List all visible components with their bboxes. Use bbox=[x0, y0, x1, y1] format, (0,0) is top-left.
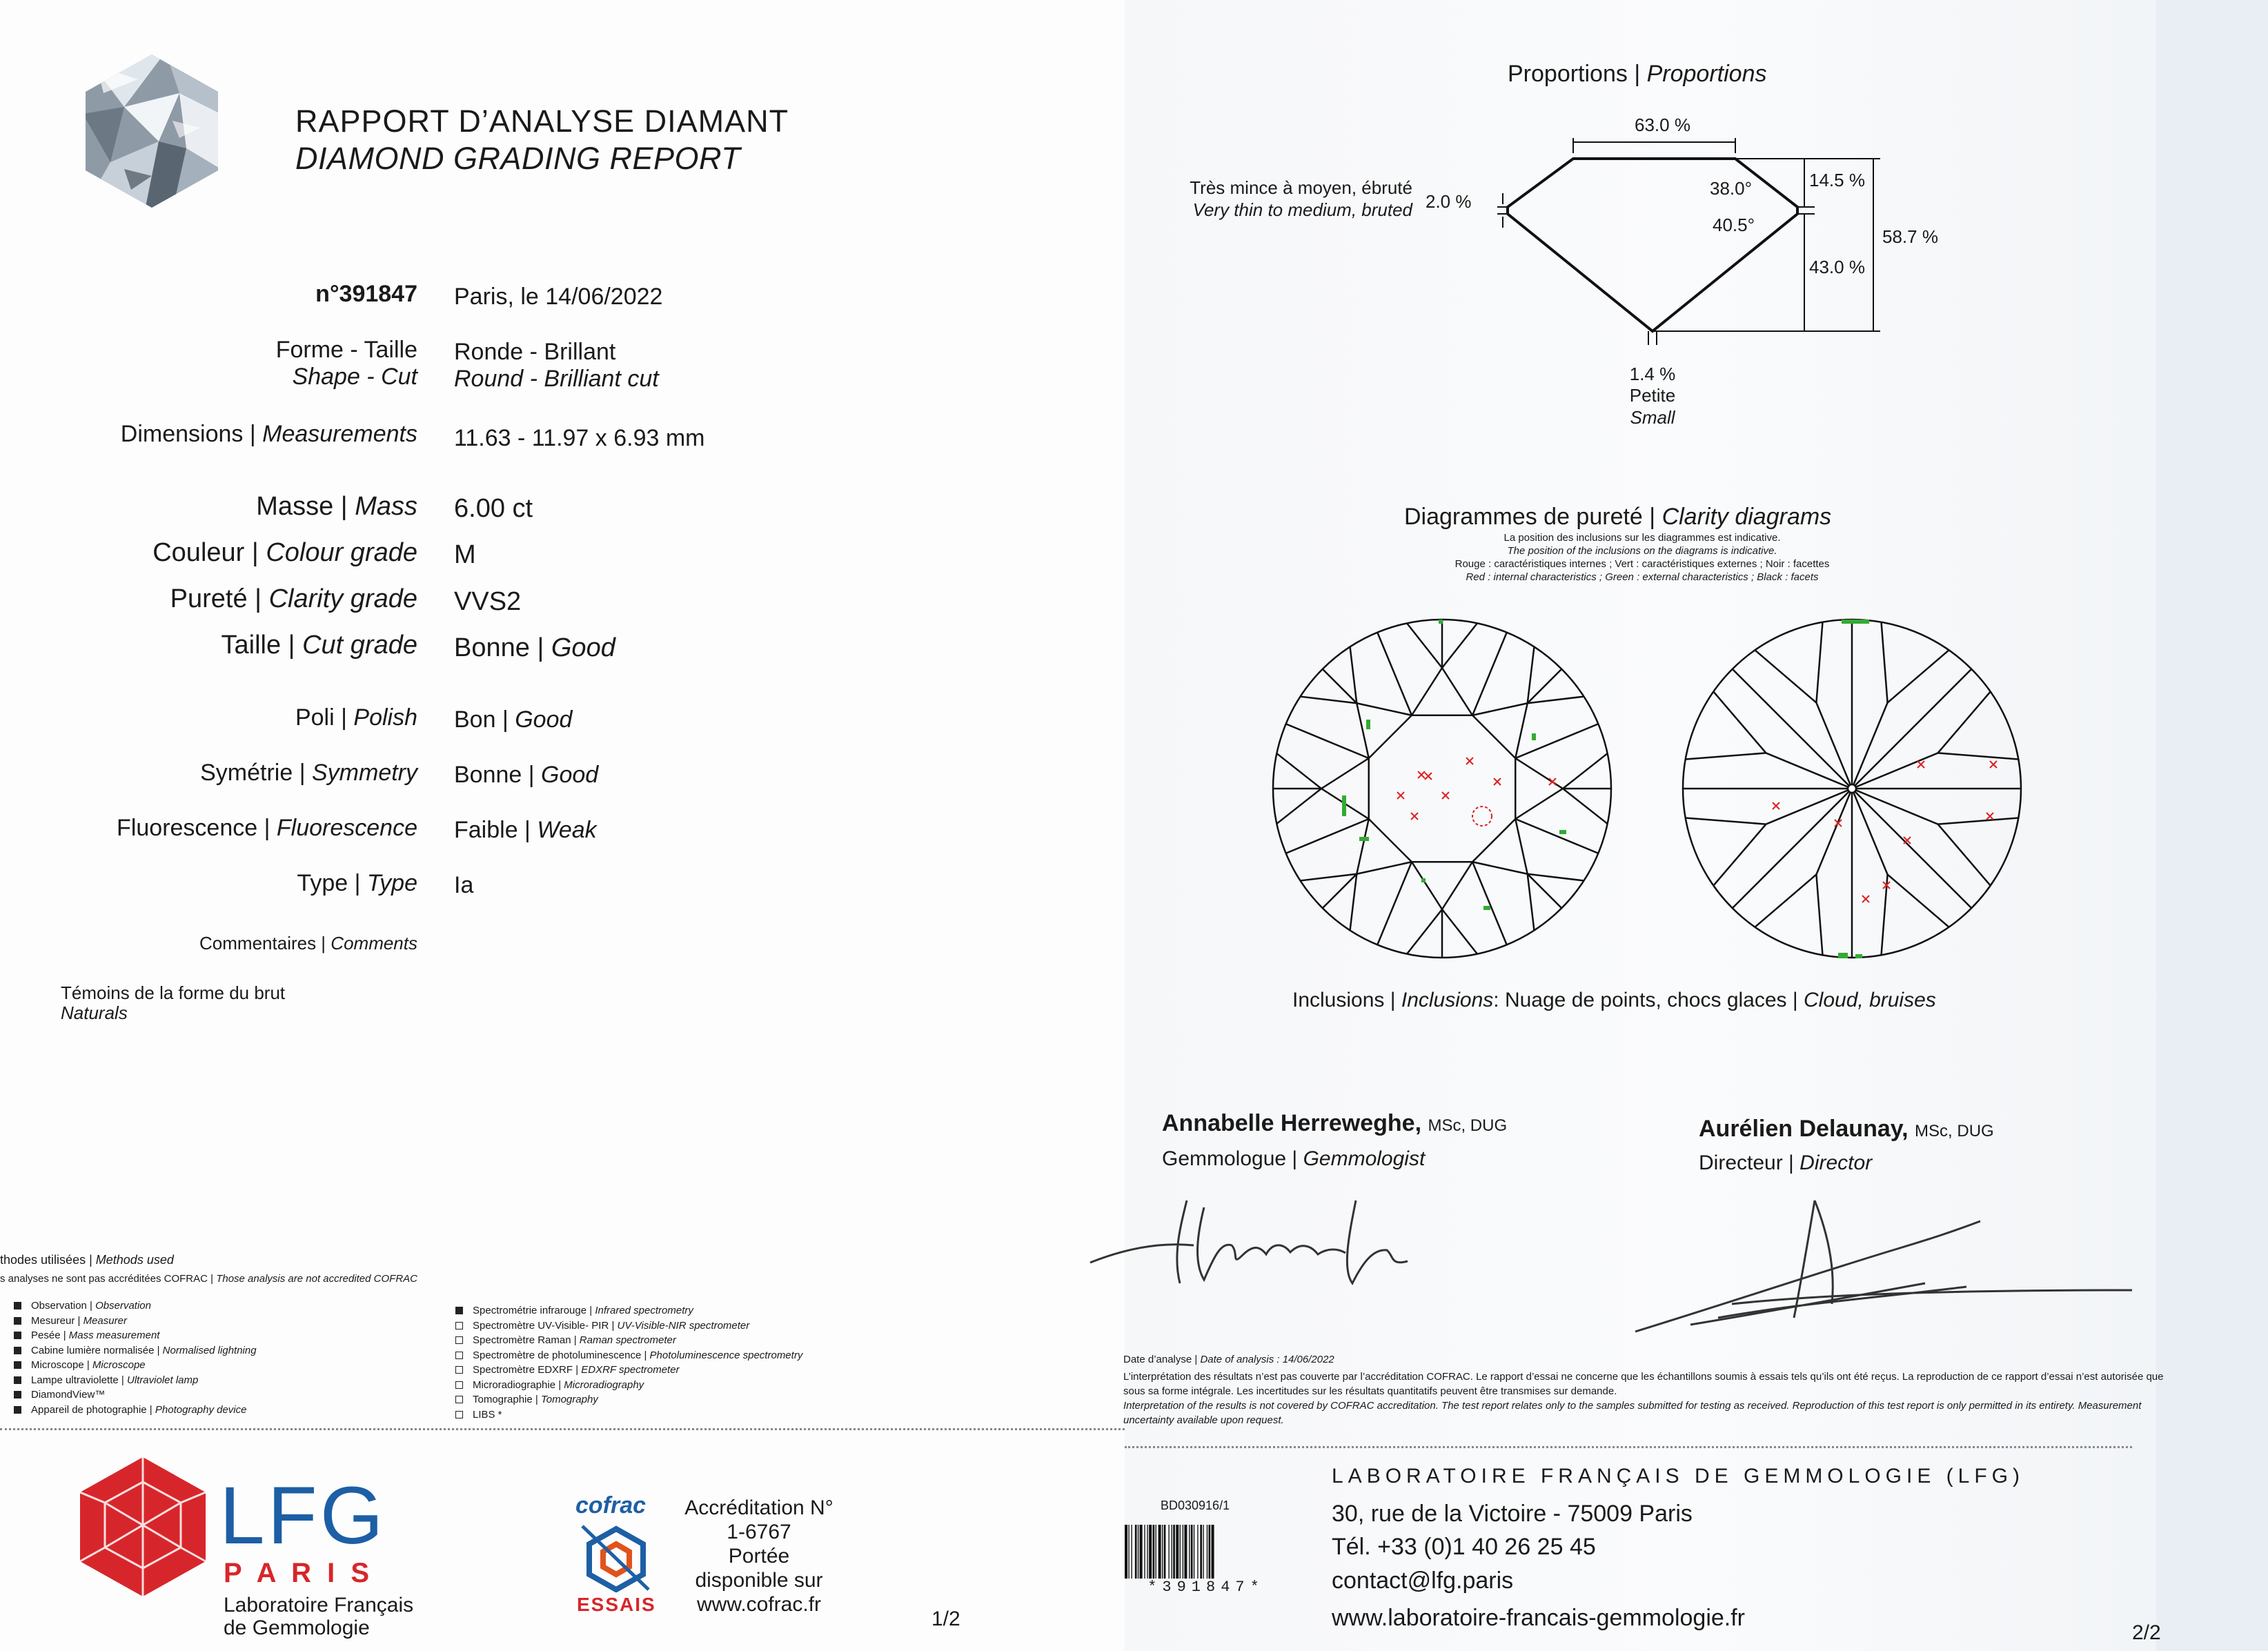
facet-line bbox=[1442, 862, 1472, 909]
crown-height: 14.5 % bbox=[1809, 170, 1865, 190]
facet-line bbox=[1323, 874, 1357, 908]
colour-label: Couleur | Colour grade bbox=[152, 538, 417, 567]
comments-label: Commentaires | Comments bbox=[199, 933, 417, 953]
barcode-bar bbox=[1180, 1525, 1181, 1579]
lab-website[interactable]: www.laboratoire-francais-gemmologie.fr bbox=[1332, 1605, 1746, 1631]
facet-line bbox=[1515, 703, 1527, 758]
facet-line bbox=[1442, 668, 1472, 715]
method-item: Spectromètre UV-Visible- PIR | UV-Visible-NIR spectrometer bbox=[455, 1320, 749, 1332]
dimensions-value: 11.63 - 11.97 x 6.93 mm bbox=[454, 425, 705, 451]
faceted-diamond-hexagon-icon bbox=[83, 52, 221, 210]
signatory-2-role: Directeur | Director bbox=[1699, 1151, 1873, 1174]
barcode-bar bbox=[1191, 1525, 1193, 1579]
table-pct: 63.0 % bbox=[1635, 115, 1690, 135]
facet-line bbox=[1888, 874, 1949, 927]
facet-line bbox=[1528, 874, 1561, 908]
culet-fr: Petite bbox=[1629, 385, 1676, 406]
facet-line bbox=[1937, 691, 1990, 753]
facet-line bbox=[1369, 819, 1412, 862]
polish-label: Poli | Polish bbox=[295, 704, 417, 731]
external-mark bbox=[1838, 953, 1848, 958]
lab-address: 30, rue de la Victoire - 75009 Paris bbox=[1332, 1501, 1693, 1527]
symmetry-label: Symétrie | Symmetry bbox=[200, 760, 417, 786]
facet-line bbox=[1377, 633, 1412, 715]
facet-line bbox=[1755, 874, 1816, 927]
clarity-note-4: Red : internal characteristics ; Green : external characteristics ; Black : facets bbox=[1466, 571, 1819, 583]
facet-line bbox=[1472, 633, 1507, 715]
facet-line bbox=[1882, 622, 1888, 703]
barcode-bar bbox=[1173, 1525, 1175, 1579]
facet-line bbox=[1472, 862, 1507, 945]
clarity-value: VVS2 bbox=[454, 587, 522, 616]
clarity-note-3: Rouge : caractéristiques internes ; Vert : caractéristiques externes ; Noir : facettes bbox=[1455, 558, 1830, 570]
barcode-bar bbox=[1128, 1525, 1129, 1579]
analysis-date: Date d’analyse | Date of analysis : 14/06/2022 bbox=[1123, 1354, 1334, 1365]
clarity-note-2: The position of the inclusions on the diagrams is indicative. bbox=[1507, 545, 1777, 557]
external-mark bbox=[1342, 795, 1346, 816]
crown-angle: 38.0° bbox=[1710, 178, 1753, 199]
unchecked-box-icon bbox=[455, 1336, 463, 1344]
barcode-bar bbox=[1168, 1525, 1169, 1579]
unchecked-box-icon bbox=[455, 1366, 463, 1374]
method-item: Cabine lumière normalisée | Normalised lightning bbox=[14, 1345, 257, 1356]
facet-line bbox=[1937, 824, 1990, 886]
external-mark bbox=[1532, 733, 1536, 740]
facet-line bbox=[1301, 697, 1357, 704]
facet-line bbox=[1377, 862, 1412, 945]
facet-line bbox=[1733, 669, 1852, 789]
facet-line bbox=[1442, 909, 1477, 954]
method-item: DiamondView™ bbox=[14, 1389, 105, 1401]
facet-line bbox=[1528, 669, 1561, 703]
signature-1 bbox=[1083, 1180, 1428, 1290]
facet-line bbox=[1350, 874, 1357, 931]
symmetry-value: Bonne | Good bbox=[454, 762, 599, 788]
type-label: Type | Type bbox=[297, 870, 417, 896]
facet-line bbox=[1755, 650, 1816, 702]
barcode-bar bbox=[1131, 1525, 1132, 1579]
proportions-title: Proportions | Proportions bbox=[1508, 61, 1767, 87]
methods-title: thodes utilisées | Methods used bbox=[0, 1253, 174, 1267]
report-place-date: Paris, le 14/06/2022 bbox=[454, 284, 663, 310]
fluorescence-label: Fluorescence | Fluorescence bbox=[117, 815, 417, 841]
report-title-fr: RAPPORT D’ANALYSE DIAMANT bbox=[295, 103, 789, 139]
barcode-bar bbox=[1209, 1525, 1211, 1579]
dimensions-label: Dimensions | Measurements bbox=[120, 421, 417, 447]
facet-line bbox=[1407, 909, 1442, 954]
barcode-bar bbox=[1197, 1525, 1198, 1579]
external-mark bbox=[1359, 837, 1369, 841]
method-item: Microradiographie | Microradiography bbox=[455, 1379, 644, 1391]
mass-value: 6.00 ct bbox=[454, 494, 533, 523]
method-item: Mesureur | Measurer bbox=[14, 1315, 127, 1327]
facet-line bbox=[1563, 789, 1608, 824]
facet-line bbox=[1528, 647, 1535, 704]
facet-line bbox=[1733, 789, 1852, 908]
facet-line bbox=[1357, 703, 1412, 715]
facet-line bbox=[1350, 647, 1357, 704]
facet-line bbox=[1852, 669, 1971, 789]
barcode-text: *391847* bbox=[1147, 1579, 1265, 1596]
facet-line bbox=[1357, 862, 1412, 873]
barcode-bar bbox=[1200, 1525, 1202, 1579]
culet-pct: 1.4 % bbox=[1629, 364, 1676, 384]
barcode-bar bbox=[1212, 1525, 1214, 1579]
facet-line bbox=[1357, 819, 1368, 874]
barcode-bar bbox=[1144, 1525, 1145, 1579]
barcode-bar bbox=[1184, 1525, 1187, 1579]
method-item: Spectromètre Raman | Raman spectrometer bbox=[455, 1334, 676, 1346]
barcode-bar bbox=[1153, 1525, 1155, 1579]
checked-box-icon bbox=[14, 1317, 21, 1325]
facet-line bbox=[1407, 623, 1442, 668]
external-mark bbox=[1855, 954, 1862, 958]
total-depth: 58.7 % bbox=[1882, 226, 1938, 247]
facet-line bbox=[1412, 668, 1442, 715]
type-value: Ia bbox=[454, 872, 474, 898]
barcode-bar bbox=[1162, 1525, 1163, 1579]
lfg-logo-text: LFG bbox=[219, 1470, 386, 1561]
checked-box-icon bbox=[14, 1361, 21, 1369]
lfg-logo-icon bbox=[77, 1454, 208, 1599]
facet-line bbox=[1816, 874, 1822, 955]
facet-line bbox=[1528, 697, 1584, 704]
method-item: Observation | Observation bbox=[14, 1300, 151, 1312]
lab-email[interactable]: contact@lfg.paris bbox=[1332, 1568, 1514, 1594]
method-item: Spectromètre de photoluminescence | Photoluminescence spectrometry bbox=[455, 1350, 802, 1361]
facet-line bbox=[1286, 819, 1369, 853]
facet-line bbox=[1852, 789, 1971, 908]
external-mark bbox=[1421, 878, 1426, 882]
comments-fr: Témoins de la forme du brut bbox=[61, 982, 286, 1003]
page-number-1: 1/2 bbox=[931, 1608, 960, 1630]
mass-label: Masse | Mass bbox=[256, 492, 417, 521]
shape-label-en: Shape - Cut bbox=[292, 364, 417, 390]
cofrac-essais-text: ESSAIS bbox=[577, 1594, 656, 1615]
method-item: Appareil de photographie | Photography device bbox=[14, 1404, 246, 1416]
report-number: n°391847 bbox=[315, 281, 417, 307]
page-edge bbox=[2156, 0, 2268, 1651]
facet-line bbox=[1515, 789, 1563, 819]
divider-dotted bbox=[0, 1428, 1125, 1430]
facet-line bbox=[1528, 874, 1535, 931]
girdle-en: Very thin to medium, bruted bbox=[1192, 199, 1412, 220]
facet-line bbox=[1888, 650, 1949, 702]
page-number-2: 2/2 bbox=[2132, 1621, 2161, 1644]
unchecked-box-icon bbox=[455, 1411, 463, 1418]
signatory-1-name: Annabelle Herreweghe, MSc, DUG bbox=[1162, 1110, 1508, 1136]
barcode-bar bbox=[1176, 1525, 1179, 1579]
method-item: Lampe ultraviolette | Ultraviolet lamp bbox=[14, 1374, 198, 1386]
inclusion-cloud-mark bbox=[1472, 807, 1492, 826]
methods-note: s analyses ne sont pas accréditées COFRAC | Those analysis are not accredited COFRAC bbox=[0, 1273, 417, 1285]
culet-en: Small bbox=[1630, 407, 1675, 428]
method-item: Tomographie | Tomography bbox=[455, 1394, 598, 1405]
checked-box-icon bbox=[14, 1406, 21, 1414]
girdle-pct: 2.0 % bbox=[1426, 191, 1472, 212]
facet-line bbox=[1937, 753, 2018, 759]
barcode-bar bbox=[1164, 1525, 1166, 1579]
facet-line bbox=[1323, 669, 1357, 703]
barcode-bar bbox=[1158, 1525, 1161, 1579]
external-mark bbox=[1483, 906, 1490, 910]
facet-line bbox=[1301, 874, 1357, 881]
facet-line bbox=[1472, 703, 1528, 715]
shape-value-fr: Ronde - Brillant bbox=[454, 339, 616, 365]
facet-line bbox=[1369, 715, 1412, 758]
barcode-bar bbox=[1149, 1525, 1152, 1579]
signature-2 bbox=[1621, 1194, 2146, 1345]
method-item: Pesée | Mass measurement bbox=[14, 1329, 159, 1341]
cofrac-logo-text: cofrac bbox=[575, 1492, 647, 1519]
signatory-1-role: Gemmologue | Gemmologist bbox=[1162, 1147, 1426, 1170]
checked-box-icon bbox=[14, 1302, 21, 1309]
lfg-paris-text: P A R I S bbox=[224, 1558, 374, 1588]
clarity-diagram-crown bbox=[1270, 616, 1615, 961]
barcode-bar bbox=[1135, 1525, 1137, 1579]
disclaimer-text: L’interprétation des résultats n’est pas couverte par l’accréditation COFRAC. Le rapport d’essai ne concerne que les échantillons soumis à essais tels qu’ils ont été reçus. La reproduction de ce rapport d’essai n’est autorisée que sous sa forme intégrale. Les incertitudes sur les résultats quantitatifs peuvent être transmises sur demande. Interpretation of the results is not covered by COFRAC accreditation. The test report relates only to the samples submitted for testing as received. Reproduction of this test report is only permitted in its entirety. Measurement uncertainty available upon request. bbox=[1123, 1371, 2164, 1426]
facet-line bbox=[1276, 789, 1321, 824]
barcode-bar bbox=[1140, 1525, 1143, 1579]
facet-line bbox=[1713, 691, 1766, 753]
shape-value-en: Round - Brilliant cut bbox=[454, 366, 659, 392]
facet-line bbox=[1276, 753, 1321, 789]
facet-line bbox=[1937, 818, 2018, 824]
cut-value: Bonne | Good bbox=[454, 633, 615, 662]
barcode bbox=[1123, 1525, 1289, 1580]
unchecked-box-icon bbox=[455, 1396, 463, 1403]
facet-line bbox=[1686, 753, 1766, 759]
culet-mark bbox=[1848, 784, 1856, 793]
lab-name-line1: Laboratoire Français bbox=[224, 1594, 414, 1617]
cofrac-hexagon-icon bbox=[580, 1523, 653, 1592]
checked-box-icon bbox=[14, 1332, 21, 1339]
unchecked-box-icon bbox=[455, 1322, 463, 1329]
clarity-note-1: La position des inclusions sur les diagrammes est indicative. bbox=[1503, 532, 1781, 544]
barcode-bar bbox=[1125, 1525, 1127, 1579]
clarity-title: Diagrammes de pureté | Clarity diagrams bbox=[1404, 504, 1832, 530]
unchecked-box-icon bbox=[455, 1381, 463, 1389]
lab-name-line2: de Gemmologie bbox=[224, 1617, 370, 1639]
lab-phone: Tél. +33 (0)1 40 26 25 45 bbox=[1332, 1534, 1596, 1560]
method-item: Spectrométrie infrarouge | Infrared spectrometry bbox=[455, 1305, 693, 1316]
girdle-fr: Très mince à moyen, ébruté bbox=[1190, 177, 1412, 198]
checked-box-icon bbox=[14, 1391, 21, 1398]
facet-line bbox=[1563, 753, 1608, 789]
facet-line bbox=[1357, 703, 1368, 758]
facet-line bbox=[1286, 724, 1369, 758]
fluorescence-value: Faible | Weak bbox=[454, 817, 597, 843]
checked-box-icon bbox=[14, 1347, 21, 1354]
polish-value: Bon | Good bbox=[454, 706, 573, 733]
facet-line bbox=[1412, 862, 1442, 909]
checked-box-icon bbox=[455, 1307, 463, 1314]
facet-line bbox=[1528, 874, 1584, 881]
facet-line bbox=[1515, 819, 1527, 874]
cut-label: Taille | Cut grade bbox=[221, 631, 417, 660]
shape-label-fr: Forme - Taille bbox=[275, 337, 417, 363]
facet-line bbox=[1515, 819, 1598, 853]
colour-value: M bbox=[454, 540, 476, 569]
barcode-bar bbox=[1189, 1525, 1190, 1579]
method-item: Spectromètre EDXRF | EDXRF spectrometer bbox=[455, 1364, 680, 1376]
accreditation-block: Accréditation N° 1-6767 Portée disponible sur www.cofrac.fr bbox=[684, 1496, 834, 1616]
pavilion-depth: 43.0 % bbox=[1809, 257, 1865, 277]
unchecked-box-icon bbox=[455, 1352, 463, 1359]
facet-line bbox=[1472, 715, 1515, 758]
external-mark bbox=[1559, 830, 1566, 834]
comments-en: Naturals bbox=[61, 1002, 128, 1023]
method-item: Microscope | Microscope bbox=[14, 1359, 146, 1371]
facet-line bbox=[1321, 758, 1369, 789]
facet-line bbox=[1515, 724, 1598, 758]
checked-box-icon bbox=[14, 1376, 21, 1384]
reference-code: BD030916/1 bbox=[1161, 1499, 1230, 1512]
inclusions-line: Inclusions | Inclusions: Nuage de points, chocs glaces | Cloud, bruises bbox=[1292, 989, 1936, 1011]
facet-line bbox=[1686, 818, 1766, 824]
facet-line bbox=[1816, 622, 1822, 703]
clarity-diagram-pavilion bbox=[1679, 616, 2024, 961]
external-mark bbox=[1366, 720, 1370, 729]
facet-line bbox=[1442, 623, 1477, 668]
report-title-en: DIAMOND GRADING REPORT bbox=[295, 141, 741, 176]
divider-dotted-right bbox=[1125, 1446, 2132, 1448]
pavilion-angle: 40.5° bbox=[1713, 215, 1755, 235]
external-mark bbox=[1842, 620, 1869, 624]
external-mark bbox=[1439, 620, 1443, 624]
clarity-label: Pureté | Clarity grade bbox=[170, 584, 417, 613]
signatory-2-name: Aurélien Delaunay, MSc, DUG bbox=[1699, 1116, 1994, 1142]
method-item: LIBS * bbox=[455, 1409, 502, 1421]
facet-line bbox=[1472, 862, 1528, 873]
facet-line bbox=[1713, 824, 1766, 886]
facet-line bbox=[1472, 819, 1515, 862]
lab-name-header: LABORATOIRE FRANÇAIS DE GEMMOLOGIE (LFG) bbox=[1332, 1465, 2024, 1487]
